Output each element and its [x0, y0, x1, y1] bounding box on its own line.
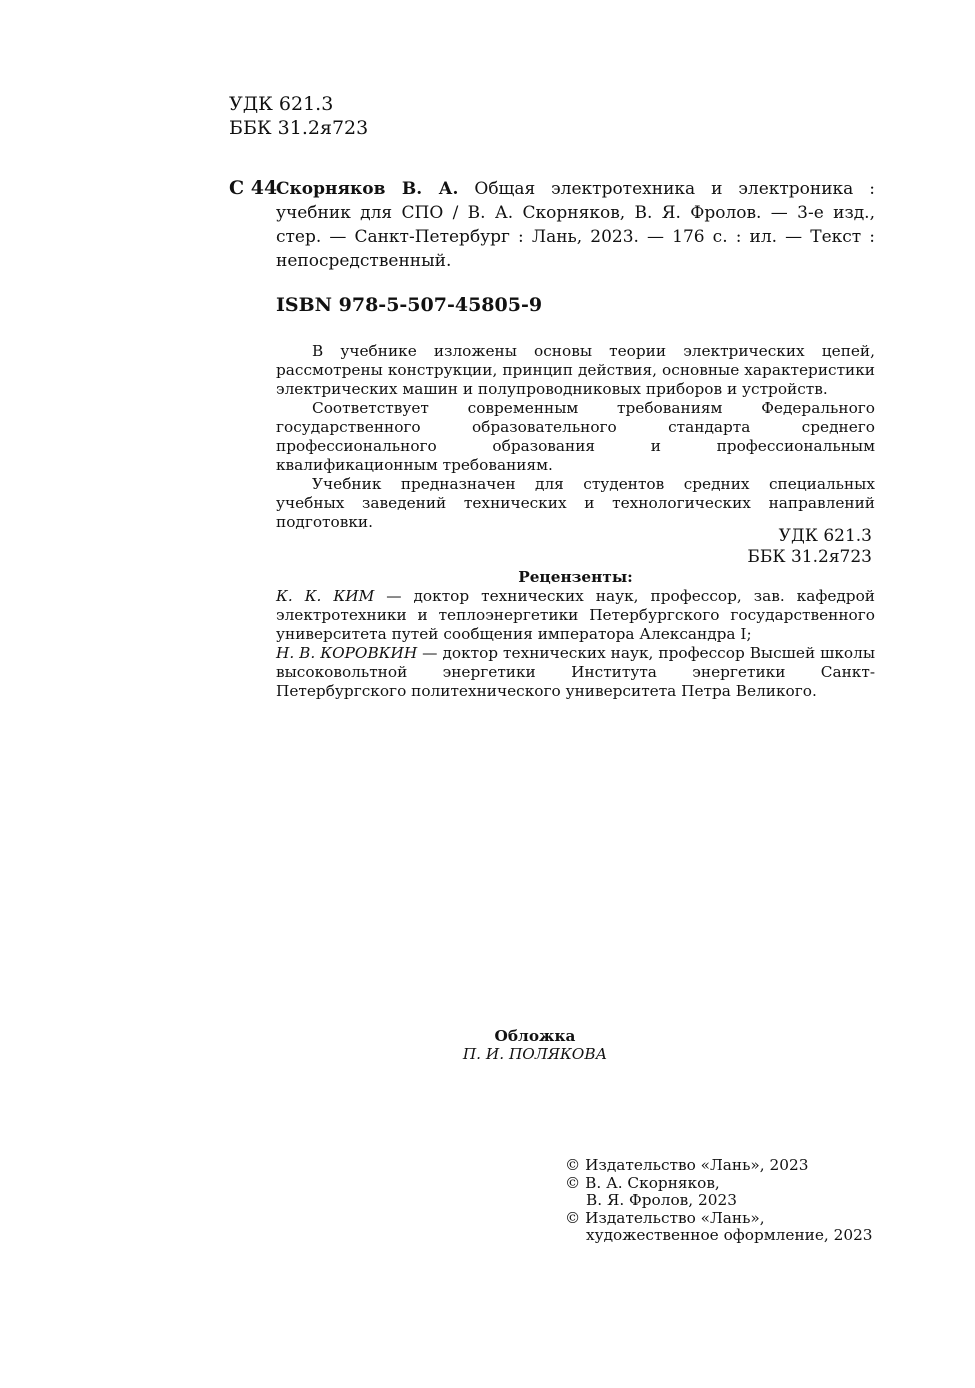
udk-code: УДК 621.3	[229, 93, 334, 115]
abstract-paragraph: В учебнике изложены основы теории электрических цепей, рассмотрены конструкции, принцип действия, основные характеристики электрических машин и полупроводниковых приборов и устройств.	[276, 342, 875, 398]
copyright-block	[565, 1157, 873, 1245]
entry-author: Скорняков В. А.	[276, 179, 459, 199]
copyright-line: © В. А. Скорняков,	[565, 1173, 720, 1192]
author-mark: С 44	[229, 177, 278, 199]
cover-label: Обложка	[494, 1027, 576, 1045]
reviewer-details: — доктор технических наук, профессор Высшей школы высоковольтной энергетики Института энергетики Санкт-Петербургского политехнического университета Петра Великого.	[276, 644, 875, 700]
reviewers-section	[276, 568, 875, 701]
entry-description: Общая электротехника и электроника : учебник для СПО / В. А. Скорняков, В. Я. Фролов. — 3-е изд., стер. — Санкт-Петербург : Лань, 2023. — 176 с. : ил. — Текст : непосредственный.	[276, 179, 875, 271]
copyright-line: В. Я. Фролов, 2023	[586, 1191, 737, 1209]
cover-credit	[430, 1027, 640, 1063]
reviewer-entry	[276, 587, 875, 644]
abstract	[276, 342, 875, 532]
copyright-line: © Издательство «Лань»,	[565, 1208, 765, 1227]
copyright-line: художественное оформление, 2023	[586, 1226, 873, 1244]
bbk-code-right: ББК 31.2я723	[747, 547, 872, 567]
top-classification-codes	[229, 92, 368, 140]
reviewer-name: Н. В. КОРОВКИН	[276, 644, 418, 662]
reviewers-heading: Рецензенты:	[518, 568, 633, 586]
bbk-code: ББК 31.2я723	[229, 117, 369, 139]
right-classification-codes	[747, 526, 872, 568]
udk-code-right: УДК 621.3	[778, 526, 872, 546]
copyright-line: © Издательство «Лань», 2023	[565, 1156, 809, 1174]
cover-designer: П. И. ПОЛЯКОВА	[462, 1045, 608, 1063]
reviewer-details: — доктор технических наук, профессор, зав. кафедрой электротехники и теплоэнергетики Петербургского государственного университета путей сообщения императора Александра I;	[276, 587, 876, 643]
bibliographic-entry	[276, 177, 875, 273]
isbn: ISBN 978-5-507-45805-9	[276, 294, 543, 316]
reviewer-entry	[276, 644, 875, 701]
abstract-paragraph: Учебник предназначен для студентов средних специальных учебных заведений технических и технологических направлений подготовки.	[276, 475, 875, 531]
abstract-paragraph: Соответствует современным требованиям Федерального государственного образовательного стандарта среднего профессионального образования и профессиональным квалификационным требованиям.	[276, 399, 875, 474]
reviewer-name: К. К. КИМ	[276, 587, 375, 605]
